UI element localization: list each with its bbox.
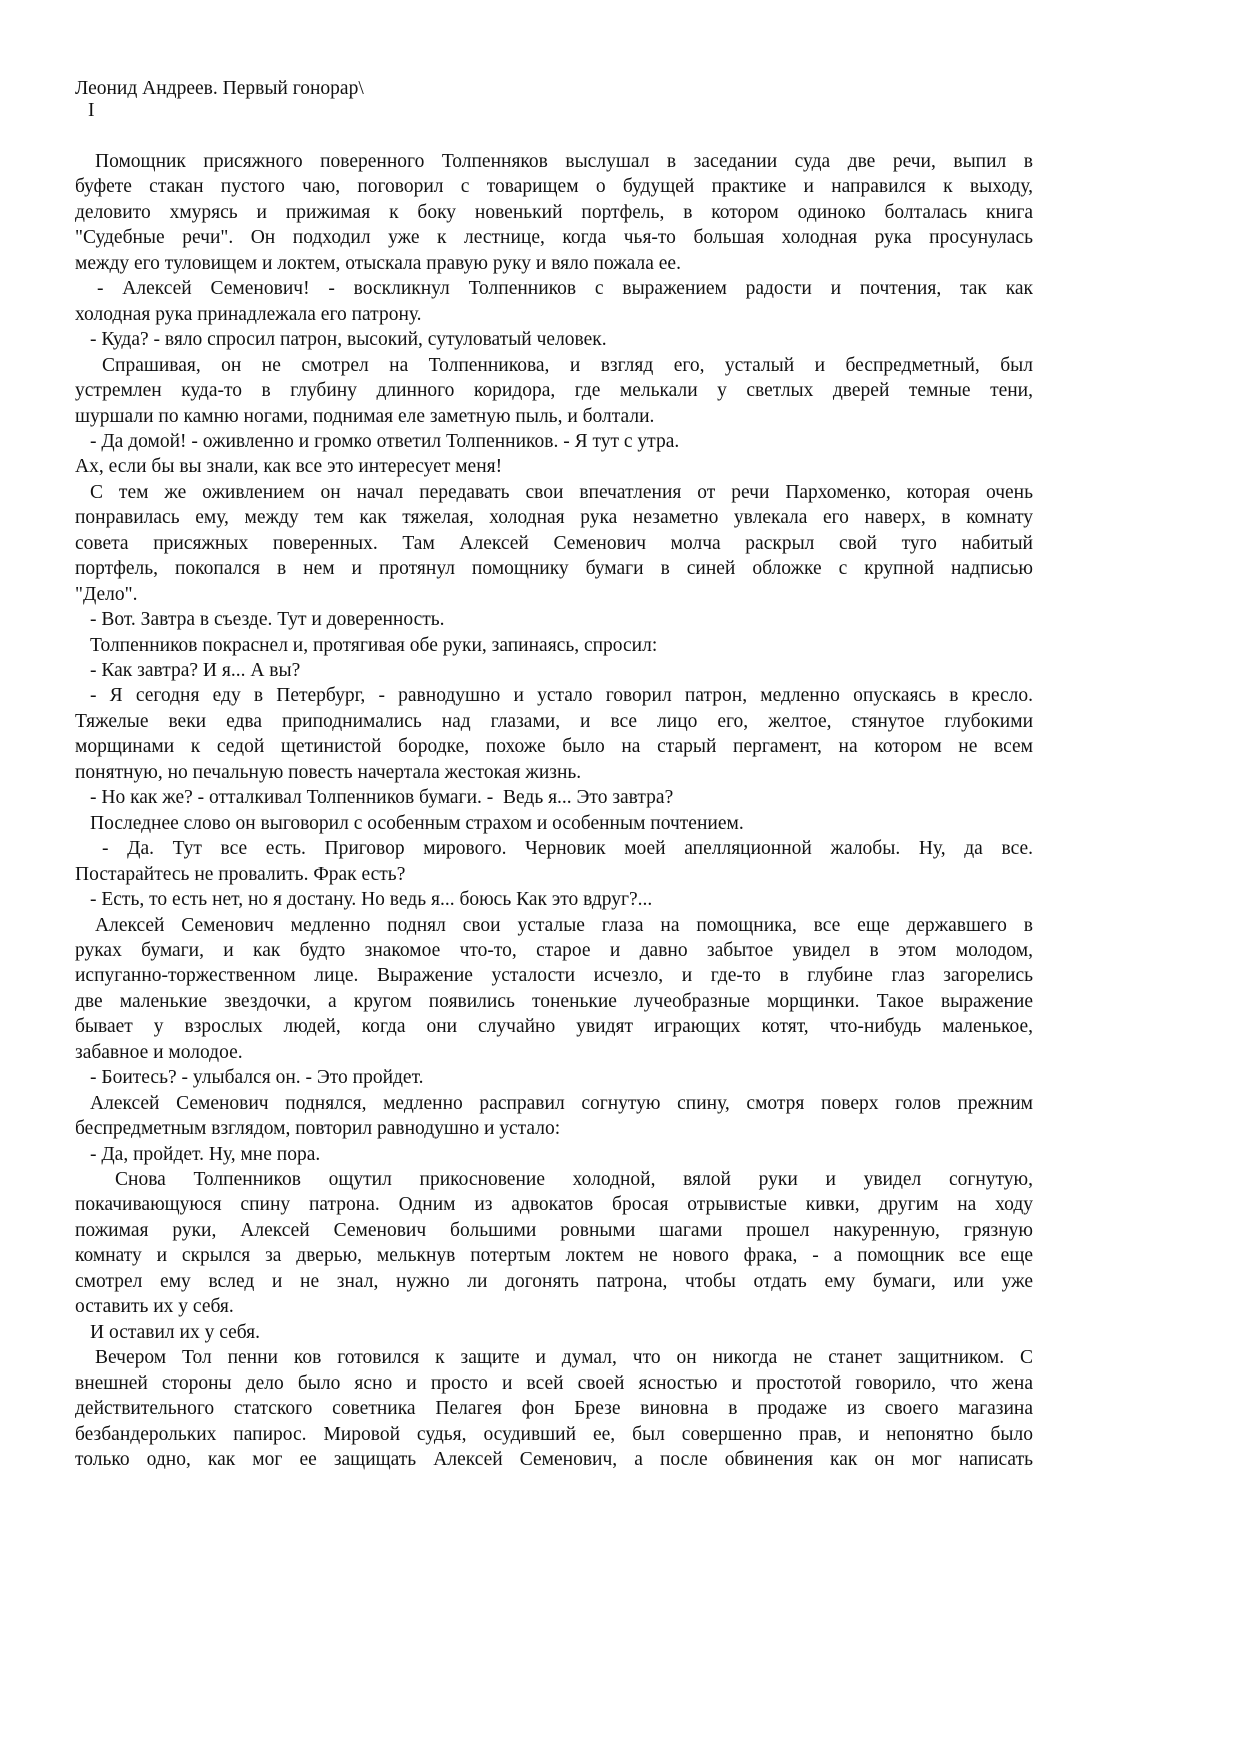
text-line: забавное и молодое.	[75, 1041, 243, 1063]
text-line: Алексей Семенович поднялся, медленно расправил согнутую спину, смотря поверх голов прежним	[90, 1092, 1033, 1114]
text-line: понятную, но печальную повесть начертала жестокая жизнь.	[75, 761, 582, 783]
text-line: пожимая руки, Алексей Семенович большими ровными шагами прошел накуренную, грязную	[75, 1219, 1033, 1241]
text-line: Спрашивая, он не смотрел на Толпенникова, и взгляд его, усталый и беспредметный, был	[102, 354, 1033, 376]
chapter-number: I	[88, 100, 95, 121]
text-line: Тяжелые веки едва приподнимались над глазами, и все лицо его, желтое, стянутое глубокими	[75, 710, 1033, 732]
text-line: устремлен куда-то в глубину длинного коридора, где мелькали у светлых дверей темные тени,	[75, 380, 1033, 402]
text-line: морщинами к седой щетинистой бородке, похоже было на старый пергамент, на котором не всем	[75, 736, 1033, 758]
text-line: безбандерольких папирос. Мировой судья, осудивший ее, был совершенно прав, и непонятно было	[75, 1423, 1033, 1445]
text-line: холодная рука принадлежала его патрону.	[75, 303, 422, 325]
text-line: Помощник присяжного поверенного Толпенняков выслушал в заседании суда две речи, выпил в	[95, 151, 1033, 172]
text-line: совета присяжных поверенных. Там Алексей Семенович молча раскрыл свой туго набитый	[75, 532, 1033, 554]
text-line: - Куда? - вяло спросил патрон, высокий, сутуловатый человек.	[90, 329, 607, 351]
text-line: между его туловищем и локтем, отыскала правую руку и вяло пожала ее.	[75, 252, 681, 274]
text-line: Последнее слово он выговорил с особенным страхом и особенным почтением.	[90, 812, 744, 834]
text-line: беспредметным взглядом, повторил равнодушно и устало:	[75, 1118, 561, 1140]
text-line: руках бумаги, и как будто знакомое что-то, старое и давно забытое увидел в этом молодом,	[75, 939, 1033, 961]
text-line: - Вот. Завтра в съезде. Тут и доверенность.	[90, 609, 445, 631]
text-line: - Боитесь? - улыбался он. - Это пройдет.	[90, 1067, 424, 1089]
text-line: - Да, пройдет. Ну, мне пора.	[90, 1143, 321, 1165]
text-line: - Как завтра? И я... А вы?	[90, 660, 301, 681]
text-line: - Алексей Семенович! - воскликнул Толпенников с выражением радости и почтения, так как	[97, 278, 1033, 300]
text-line: две маленькие звездочки, а кругом появились тоненькие лучеобразные морщинки. Такое выражение	[75, 990, 1033, 1012]
text-line: бывает у взрослых людей, когда они случайно увидят играющих котят, что-нибудь маленькое,	[75, 1016, 1033, 1038]
text-line: комнату и скрылся за дверью, мелькнув потертым локтем не нового фрака, - а помощник все еще	[75, 1245, 1033, 1267]
text-line: "Дело".	[75, 583, 138, 605]
text-line: - Но как же? - отталкивал Толпенников бумаги. - Ведь я... Это завтра?	[90, 787, 674, 809]
text-line: - Да. Тут все есть. Приговор мирового. Черновик моей апелляционной жалобы. Ну, да все.	[102, 838, 1033, 860]
text-line: - Есть, то есть нет, но я достану. Но ведь я... боюсь Как это вдруг?...	[90, 889, 653, 911]
text-line: Алексей Семенович медленно поднял свои усталые глаза на помощника, все еще державшего в	[95, 914, 1033, 936]
text-line: - Я сегодня еду в Петербург, - равнодушно и устало говорил патрон, медленно опускаясь в кресло.	[90, 685, 1033, 707]
text-line: смотрел ему вслед и не знал, нужно ли догонять патрона, чтобы отдать ему бумаги, или уже	[75, 1270, 1033, 1292]
text-line: Толпенников покраснел и, протягивая обе руки, запинаясь, спросил:	[90, 634, 658, 656]
text-line: С тем же оживлением он начал передавать свои впечатления от речи Пархоменко, которая очень	[90, 481, 1033, 503]
text-line: деловито хмурясь и прижимая к боку новенький портфель, в котором одиноко болталась книга	[75, 201, 1033, 223]
text-line: Снова Толпенников ощутил прикосновение холодной, вялой руки и увидел согнутую,	[115, 1169, 1033, 1190]
text-line: шуршали по камню ногами, поднимая еле заметную пыль, и болтали.	[75, 405, 655, 427]
text-line: буфете стакан пустого чаю, поговорил с товарищем о будущей практике и направился к выходу,	[75, 176, 1033, 198]
text-line: Постарайтесь не провалить. Фрак есть?	[75, 863, 406, 885]
text-line: только одно, как мог ее защищать Алексей Семенович, а после обвинения как он мог написать	[75, 1448, 1033, 1470]
text-line: покачивающуюся спину патрона. Одним из адвокатов бросая отрывистые кивки, другим на ходу	[75, 1194, 1033, 1216]
document-title: Леонид Андреев. Первый гонорар\	[75, 78, 364, 99]
text-line: оставить их у себя.	[75, 1296, 234, 1318]
text-line: И оставил их у себя.	[90, 1321, 261, 1343]
text-line: Ах, если бы вы знали, как все это интересует меня!	[75, 456, 503, 478]
text-line: - Да домой! - оживленно и громко ответил Толпенников. - Я тут с утра.	[90, 430, 680, 452]
text-line: внешней стороны дело было ясно и просто и всей своей ясностью и простотой говорило, что жена	[75, 1372, 1033, 1394]
text-line: портфель, покопался в нем и протянул помощнику бумаги в синей обложке с крупной надписью	[75, 558, 1033, 580]
text-line: испуганно-торжественном лице. Выражение усталости исчезло, и где-то в глубине глаз загорелись	[75, 965, 1033, 987]
text-line: Вечером Тол пенни ков готовился к защите и думал, что он никогда не станет защитником. С	[95, 1347, 1033, 1369]
text-line: действительного статского советника Пелагея фон Брезе виновна в продаже из своего магазина	[75, 1398, 1033, 1420]
text-line: понравилась ему, между тем как тяжелая, холодная рука незаметно увлекала его наверх, в комнату	[75, 507, 1033, 529]
text-line: "Судебные речи". Он подходил уже к лестнице, когда чья-то большая холодная рука просунулась	[75, 227, 1033, 249]
